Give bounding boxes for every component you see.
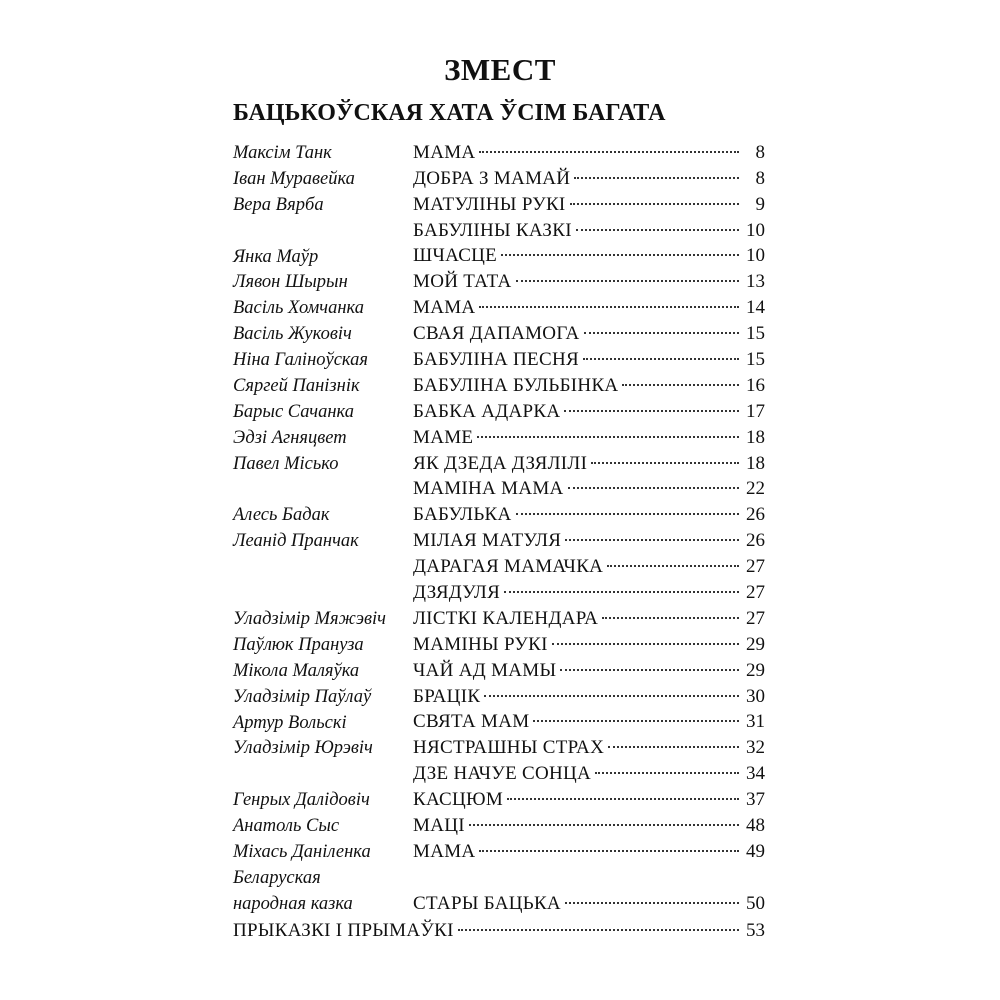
dot-leader bbox=[516, 513, 739, 515]
toc-page-number: 50 bbox=[746, 892, 765, 914]
toc-entry-line bbox=[413, 502, 765, 528]
dot-leader bbox=[602, 617, 739, 619]
toc-entry-line bbox=[413, 269, 765, 295]
toc-work-title: ДОБРА З МАМАЙ bbox=[413, 167, 571, 189]
toc-page-number: 10 bbox=[746, 245, 765, 267]
toc-entry-line bbox=[413, 709, 765, 735]
toc-final-entry bbox=[233, 918, 765, 944]
toc-entry-line bbox=[413, 813, 765, 839]
toc-page-number: 17 bbox=[746, 400, 765, 422]
dot-leader bbox=[608, 746, 739, 748]
toc-author: Алесь Бадак bbox=[233, 505, 330, 526]
toc-page-number: 9 bbox=[755, 193, 765, 215]
toc-work-title: ДЗЕ НАЧУЕ СОНЦА bbox=[413, 763, 592, 785]
toc-entry-line bbox=[413, 451, 765, 477]
toc-entry-line bbox=[413, 684, 765, 710]
toc-work-title: БАБКА АДАРКА bbox=[413, 400, 561, 422]
toc-entry-line bbox=[413, 476, 765, 502]
toc-work-title: ЛІСТКІ КАЛЕНДАРА bbox=[413, 607, 599, 629]
toc-author bbox=[233, 865, 411, 917]
dot-leader bbox=[622, 384, 739, 386]
toc-author: Павел Місько bbox=[233, 453, 339, 474]
toc-page-number: 22 bbox=[746, 478, 765, 500]
toc-entry bbox=[233, 425, 765, 451]
toc-work-title: МАЦІ bbox=[413, 815, 465, 837]
toc-entry bbox=[233, 451, 765, 477]
toc-author: Анатоль Сыс bbox=[233, 816, 340, 837]
toc-entry-line bbox=[413, 425, 765, 451]
toc-work-title: МАМІНЫ РУКІ bbox=[413, 633, 548, 655]
page-title: ЗМЕСТ bbox=[444, 52, 556, 87]
toc-entry-line bbox=[413, 735, 765, 761]
toc-entry-line bbox=[413, 218, 765, 244]
toc-page-number: 15 bbox=[746, 349, 765, 371]
toc-author: Барыс Сачанка bbox=[233, 401, 354, 422]
toc-work-title: ЧАЙ АД МАМЫ bbox=[413, 659, 557, 681]
toc-author: Уладзімір Мяжэвіч bbox=[233, 609, 386, 630]
toc-page-number: 30 bbox=[746, 685, 765, 707]
toc-author: Іван Муравейка bbox=[233, 168, 355, 189]
toc-page-number: 31 bbox=[746, 711, 765, 733]
toc-entry bbox=[233, 269, 765, 295]
toc-entry-line bbox=[413, 192, 765, 218]
dot-leader bbox=[607, 565, 739, 567]
toc-work-title: МІЛАЯ МАТУЛЯ bbox=[413, 530, 562, 552]
dot-leader bbox=[595, 772, 739, 774]
toc-entry bbox=[233, 528, 765, 554]
toc-entry bbox=[233, 658, 765, 684]
toc-page-number: 29 bbox=[746, 633, 765, 655]
dot-leader bbox=[533, 720, 739, 722]
toc-entry-line bbox=[413, 347, 765, 373]
toc-page-number: 27 bbox=[746, 556, 765, 578]
toc-author: Лявон Шырын bbox=[233, 272, 348, 293]
toc-work-title: СВАЯ ДАПАМОГА bbox=[413, 323, 580, 345]
toc-work-title: МАМА bbox=[413, 141, 476, 163]
toc-entry-line bbox=[413, 787, 765, 813]
toc-work-title: ДАРАГАЯ МАМАЧКА bbox=[413, 556, 604, 578]
toc-entry bbox=[233, 813, 765, 839]
toc-entry-folk bbox=[233, 865, 765, 917]
toc-page-number: 8 bbox=[755, 167, 765, 189]
toc-entry bbox=[233, 787, 765, 813]
dot-leader bbox=[560, 669, 739, 671]
toc-entry-line bbox=[413, 528, 765, 554]
final-entry-label: ПРЫКАЗКІ І ПРЫМАЎКІ bbox=[233, 920, 454, 941]
toc-author: Ніна Галіноўская bbox=[233, 350, 368, 371]
dot-leader bbox=[552, 643, 739, 645]
toc-entry bbox=[233, 140, 765, 166]
toc-entry-line bbox=[413, 243, 765, 269]
toc-entry bbox=[233, 761, 765, 787]
toc-entry-line bbox=[413, 373, 765, 399]
dot-leader bbox=[479, 850, 739, 852]
toc-entry bbox=[233, 554, 765, 580]
dot-leader bbox=[484, 695, 739, 697]
toc-author: Генрых Далідовіч bbox=[233, 790, 370, 811]
toc-work-title: ЯК ДЗЕДА ДЗЯЛІЛІ bbox=[413, 452, 588, 474]
toc-author: Эдзі Агняцвет bbox=[233, 427, 347, 448]
toc-page-number: 32 bbox=[746, 737, 765, 759]
dot-leader bbox=[458, 929, 739, 931]
toc-author: Паўлюк Прануза bbox=[233, 634, 364, 655]
toc-work-title: БРАЦІК bbox=[413, 685, 481, 707]
dot-leader bbox=[504, 591, 739, 593]
toc-entry-line bbox=[413, 658, 765, 684]
toc-entry bbox=[233, 321, 765, 347]
toc-entry-line bbox=[413, 295, 765, 321]
toc-author: Васіль Хомчанка bbox=[233, 298, 364, 319]
toc-entry-line bbox=[413, 891, 765, 917]
toc-entry-line bbox=[413, 632, 765, 658]
toc-work-title: НЯСТРАШНЫ СТРАХ bbox=[413, 737, 605, 759]
dot-leader bbox=[568, 487, 739, 489]
toc-entry bbox=[233, 244, 765, 270]
toc-author: Уладзімір Паўлаў bbox=[233, 686, 372, 707]
dot-leader bbox=[507, 798, 739, 800]
toc-author: Артур Вольскі bbox=[233, 712, 347, 733]
toc-page-number: 34 bbox=[746, 763, 765, 785]
toc-entry bbox=[233, 710, 765, 736]
dot-leader bbox=[565, 902, 739, 904]
toc-work-title: ШЧАСЦЕ bbox=[413, 245, 498, 267]
dot-leader bbox=[584, 332, 739, 334]
toc-page-number: 16 bbox=[746, 374, 765, 396]
toc-page-number: 27 bbox=[746, 582, 765, 604]
final-entry-page: 53 bbox=[746, 920, 765, 941]
toc-entry-line bbox=[413, 166, 765, 192]
toc-entry-line bbox=[413, 140, 765, 166]
dot-leader bbox=[477, 436, 739, 438]
toc-work-title: ДЗЯДУЛЯ bbox=[413, 582, 501, 604]
toc-entry bbox=[233, 580, 765, 606]
toc-entry bbox=[233, 606, 765, 632]
toc-work-title: МАМА bbox=[413, 297, 476, 319]
dot-leader bbox=[591, 462, 739, 464]
dot-leader bbox=[574, 177, 739, 179]
toc-page-number: 13 bbox=[746, 271, 765, 293]
toc-entry bbox=[233, 632, 765, 658]
toc-entry-line bbox=[413, 321, 765, 347]
toc-entry bbox=[233, 192, 765, 218]
dot-leader bbox=[583, 358, 739, 360]
toc-entry bbox=[233, 399, 765, 425]
toc-author-line: Беларуская bbox=[233, 867, 321, 888]
toc-author: Мікола Маляўка bbox=[233, 660, 360, 681]
toc-entry bbox=[233, 477, 765, 503]
toc-page-number: 15 bbox=[746, 323, 765, 345]
toc-author: Уладзімір Юрэвіч bbox=[233, 738, 373, 759]
toc-entry bbox=[233, 684, 765, 710]
toc-entry-line bbox=[413, 554, 765, 580]
toc-entry-line bbox=[413, 580, 765, 606]
dot-leader bbox=[516, 280, 739, 282]
toc-author: Васіль Жуковіч bbox=[233, 324, 352, 345]
toc-author-line: народная казка bbox=[233, 893, 353, 914]
dot-leader bbox=[479, 306, 739, 308]
dot-leader bbox=[479, 151, 739, 153]
toc-page-number: 26 bbox=[746, 504, 765, 526]
toc-work-title: МАМЕ bbox=[413, 426, 474, 448]
toc-page-number: 18 bbox=[746, 452, 765, 474]
toc-page-number: 27 bbox=[746, 607, 765, 629]
toc-entry bbox=[233, 218, 765, 244]
dot-leader bbox=[564, 410, 739, 412]
toc-work-title: БАБУЛІНА ПЕСНЯ bbox=[413, 349, 579, 371]
toc-author: Янка Маўр bbox=[233, 246, 319, 267]
toc-page-number: 37 bbox=[746, 789, 765, 811]
toc-page-number: 14 bbox=[746, 297, 765, 319]
toc-page-number: 48 bbox=[746, 815, 765, 837]
toc-entry bbox=[233, 502, 765, 528]
toc-page-number: 29 bbox=[746, 659, 765, 681]
toc-list bbox=[233, 140, 765, 917]
toc-page-number: 49 bbox=[746, 840, 765, 862]
dot-leader bbox=[576, 229, 739, 231]
toc-author: Сяргей Панізнік bbox=[233, 376, 360, 397]
toc-work-title: БАБУЛІНА БУЛЬБІНКА bbox=[413, 374, 619, 396]
toc-author: Максім Танк bbox=[233, 143, 332, 163]
toc-work-title: МОЙ ТАТА bbox=[413, 271, 512, 293]
dot-leader bbox=[469, 824, 739, 826]
toc-entry-line bbox=[413, 839, 765, 865]
toc-work-title: МАМА bbox=[413, 840, 476, 862]
toc-entry-line bbox=[413, 606, 765, 632]
toc-entry-line bbox=[413, 399, 765, 425]
toc-entry bbox=[233, 166, 765, 192]
toc-entry bbox=[233, 295, 765, 321]
toc-work-title: СТАРЫ БАЦЬКА bbox=[413, 892, 561, 914]
toc-author: Вера Вярба bbox=[233, 194, 324, 215]
toc-page-number: 18 bbox=[746, 426, 765, 448]
toc-entry bbox=[233, 373, 765, 399]
toc-page-number: 10 bbox=[746, 219, 765, 241]
toc-entry bbox=[233, 347, 765, 373]
toc-work-title: МАМІНА МАМА bbox=[413, 478, 564, 500]
toc-work-title: СВЯТА МАМ bbox=[413, 711, 530, 733]
dot-leader bbox=[501, 254, 739, 256]
dot-leader bbox=[570, 203, 739, 205]
toc-author: Леанід Пранчак bbox=[233, 531, 359, 552]
toc-work-title: БАБУЛІНЫ КАЗКІ bbox=[413, 219, 572, 241]
toc-page-number: 26 bbox=[746, 530, 765, 552]
toc-entry bbox=[233, 735, 765, 761]
toc-work-title: БАБУЛЬКА bbox=[413, 504, 512, 526]
section-title: БАЦЬКОЎСКАЯ ХАТА ЎСІМ БАГАТА bbox=[233, 100, 666, 126]
toc-author: Міхась Даніленка bbox=[233, 842, 371, 863]
toc-work-title: МАТУЛІНЫ РУКІ bbox=[413, 193, 566, 215]
toc-page-number: 8 bbox=[755, 141, 765, 163]
toc-work-title: КАСЦЮМ bbox=[413, 789, 504, 811]
toc-entry-line bbox=[413, 761, 765, 787]
dot-leader bbox=[565, 539, 739, 541]
toc-entry bbox=[233, 839, 765, 865]
